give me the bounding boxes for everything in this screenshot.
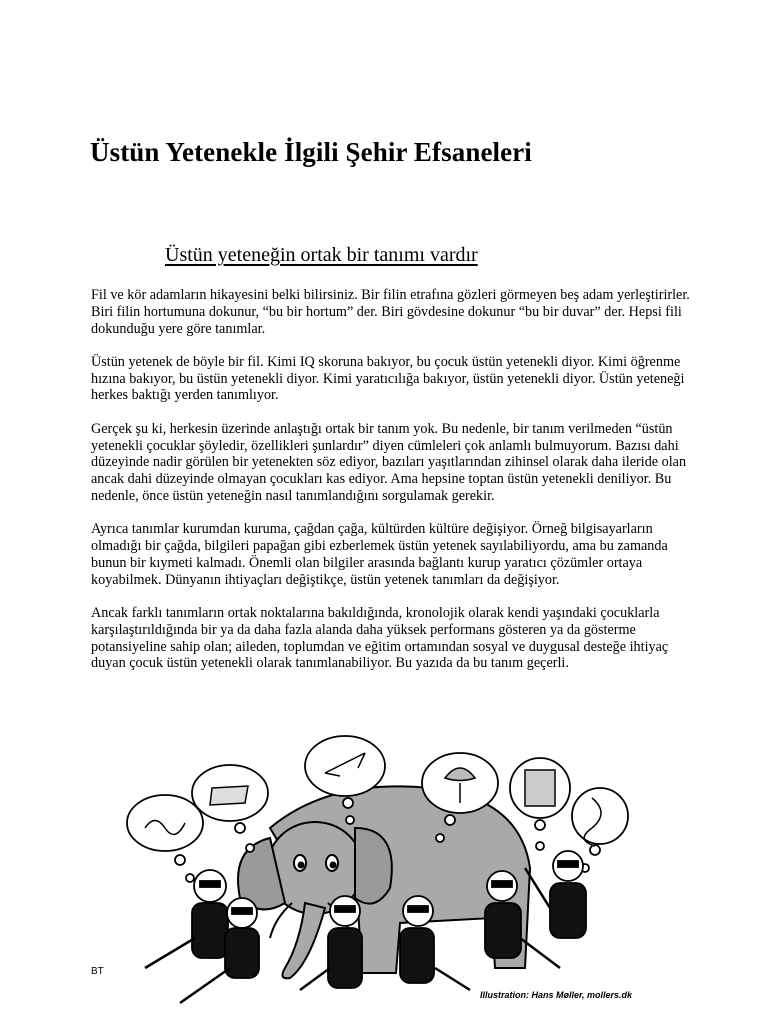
corner-mark: BT [91,966,104,977]
page-title: Üstün Yetenekle İlgili Şehir Efsaneleri [90,137,532,167]
paragraph: Üstün yetenek de böyle bir fil. Kimi IQ skoruna bakıyor, bu çocuk üstün yetenekli diyor. Kimi öğrenme hızına bakıyor, bu üstün yetenekli diyor. Kimi yaratıcılığa bakıyor, üstün yetenekli diyor. Üstün yeteneği herkes baktığı yerden tanımlıyor. [91,353,685,404]
paragraph: Fil ve kör adamların hikayesini belki bilirsiniz. Bir filin etrafına gözleri görmeyen beş adam yerleştirirler. Biri filin hortumuna dokunur, “bu bir hortum” der. Biri gövdesine dokunur “bu bir duvar” der. Hepsi fili dokunduğu yere göre tanımlar. [91,287,690,337]
illustration-credit: Illustration: Hans Møller, mollers.dk [480,990,633,1000]
body-text [91,287,691,689]
elephant-blind-men-illustration [100,728,660,1008]
paragraph: Ancak farklı tanımların ortak noktalarına bakıldığında, kronolojik olarak kendi yaşındaki çocuklarla karşılaştırıldığında bir ya da daha fazla alanda daha yüksek performans gösteren ya da gösterme potansiyeline sahip olan; aileden, toplumdan ve eğitim ortamından sosyal ve duygusal desteğe ihtiyaç duyan çocuk üstün yetenekli olarak tanımlanabiliyor. Bu yazıda da bu tanım geçerli. [91,604,669,672]
paragraph: Ayrıca tanımlar kurumdan kuruma, çağdan çağa, kültürden kültüre değişiyor. Örneğ bilgisayarların olmadığı bir çağda, bilgileri papağan gibi ezberlemek üstün yetenek sayılabiliyordu, ama bu zamanda bunun bir kıymeti kalmadı. Önemli olan bilgiler arasında bağlantı kurup yaratıcı çözümler ortaya koyabilmek. Dünyanın ihtiyaçları değiştikçe, üstün yetenek tanımları da değişiyor. [91,521,668,588]
paragraph: Gerçek şu ki, herkesin üzerinde anlaştığı ortak bir tanım yok. Bu nedenle, bir tanım verilmeden “üstün yetenekli çocuklar şöyledir, özellikleri şunlardır” diyen cümleleri çok anlamlı bulmuyorum. Bazısı dahi düzeyinde nadir görülen bir yetenekten söz ediyor, bazıları yaşıtlarından zihinsel olarak daha ileride olan ancak dahi düzeyinde olmayan çocukları kas ediyor. Ama hepsine toptan üstün yetenekli deniliyor. Bu nedenle, önce üstün yeteneğin nasıl tanımlandığını sorgulamak gerekir. [91,420,687,504]
section-heading: Üstün yeteneğin ortak bir tanımı vardır [165,244,478,266]
